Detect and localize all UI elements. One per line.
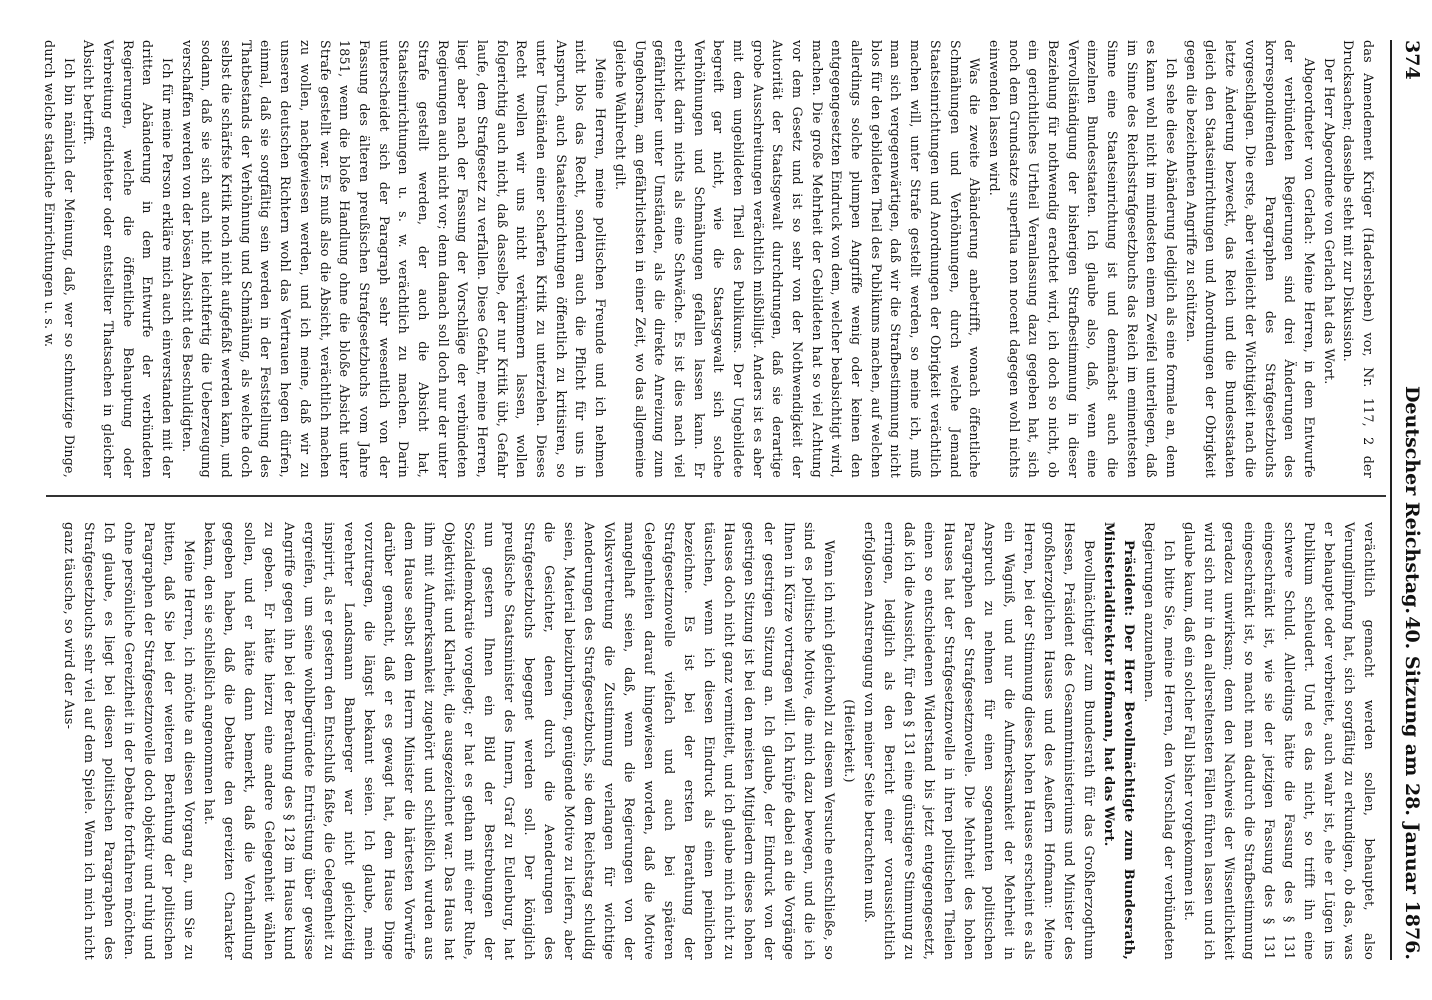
paragraph: Präsident: Der Herr Bevollmächtigte zum Bundesrath, Ministerialdirektor Hofmann, hat das Wort. (1101, 522, 1136, 960)
paragraph: Ich sehe diese Abänderung lediglich als eine formale an, denn es kann wohl nicht im mindesten einem Zweifel unterliegen, daß im Sinne des Reichsstrafgesetzbuchs das Reich im eminentesten Sinne eine Staatseinrichtung ist und demnächst auch die einzelnen Bundesstaaten. Ich glaube also, daß, wenn eine Vervollständigung der bisherigen Strafbestimmung in dieser Beziehung für nothwendig erachtet wird, ich doch so nicht, ob ein gerichtliches Urtheil Veranlassung dazu gegeben hat, sich noch dem Grundsatze superflua non nocent dagegen wohl nichts einwenden lassen wird. (986, 40, 1180, 478)
paragraph: Bevollmächtigter zum Bundesrath für das Großherzogthum Hessen, Präsident des Gesammtministeriums und Minister des großherzoglichen Hauses und des Aeußern Hofmann: Meine Herren, bei der Stimmung dieses hohen Hauses erscheint es als ein Wagniß, und nur die Aufmerksamkeit der Mehrheit in Anspruch zu nehmen für einen sogenannten politischen Paragraphen der Strafgesetznovelle. Die Mehrheit des hohen Hauses hat der Strafgesetznovelle in ihren politischen Theilen einen so entschiedenen Widerstand bis jetzt entgegengesetzt, daß ich die Aussicht, für den § 131 eine günstigere Stimmung zu erringen, lediglich als den Bericht einer voraussichtlich erfolglosen Anstrengung von meiner Seite betrachten muß. (861, 522, 1096, 960)
paragraph: Abgeordneter von Gerlach: Meine Herren, in dem Entwurfe der verbündeten Regierungen sind drei Änderungen des korrespondirenden Paragraphen des Strafgesetzbuchs vorgeschlagen. Die erste, aber vielleicht der Wichtigkeit nach die letzte Änderung bezweckt, das Reich und die Bundesstaaten gleich den Staatseinrichtungen und Anordnungen der Obrigkeit gegen die bezeichneten Angriffe zu schützen. (1183, 40, 1317, 478)
paragraph: (Heiterkeit.) (841, 699, 856, 783)
paragraph: Meine Herren, meine politischen Freunde und ich nehmen nicht blos das Recht, sondern auch die Pflicht für uns in Anspruch, auch Staatseinrichtungen öffentlich zu kritisiren, so unter Umständen einer scharfen Kritik zu unterziehen. Dieses Recht wollen wir uns nicht verkümmern lassen, wollen folgerichtig auch nicht, daß dasselbe, der nur Kritik übt, Gefahr laufe, dem Strafgesetz zu verfallen. Diese Gefahr, meine Herren, liegt aber nach der Fassung der Vorschläge der verbündeten Regierungen auch nicht vor; denn danach soll doch nur der unter Strafe gestellt werden, der auch die Absicht hat, Staatseinrichtungen u. s. w. verächtlich zu machen. Darin unterscheidet sich der Paragraph sehr wesentlich von der Fassung des älteren preußischen Strafgesetzbuchs vom Jahre 1851, wenn die bloße Handlung ohne die bloße Absicht unter Strafe gestellt war. Es muß also die Absicht, verächtlich machen zu wollen, nachgewiesen werden, und ich meine, daß wir zu unseren deutschen Richtern wohl das Vertrauen hegen dürfen, einmal, daß sie sorgfältig sein werden in der Feststellung des Thatbestands der Verhöhnung und Schmähung, als welche doch selbst die schärfste Kritik noch nicht aufgefaßt werden kann, und sodann, daß sie sich auch nicht leichtfertig die Ueberzeugung verschaffen werden von der bösen Absicht des Beschuldigten. (179, 40, 609, 478)
paragraph: Ich bin nämlich der Meinung, daß, wer so schmutzige Dinge, durch welche staatliche Einrichtungen u. s. w. (41, 40, 77, 478)
paragraph: Wenn ich mich gleichwohl zu diesem Versuche entschließe, so sind es politische Motive, die mich dazu bewegen, und die ich Ihnen in Kürze vortragen will. Ich knüpfe dabei an die Vorgänge der gestrigen Sitzung an. Ich glaube, der Eindruck von der gestrigen Sitzung ist bei den meisten Mitgliedern dieses hohen Hauses doch nicht ganz vermittelt, und ich glaube mich nicht zu täuschen, wenn ich diesen Eindruck als einen peinlichen bezeichne. Es ist bei der ersten Berathung der Strafgesetznovelle vielfach und auch bei späteren Gelegenheiten darauf hingewiesen worden, daß die Motive mangelhaft seien, daß, wenn die Regierungen von der Volksvertretung die Zustimmung verlangen für wichtige Aenderungen des Strafgesetzbuchs, sie dem Reichstag schuldig seien, Material beizubringen, genügende Motive zu liefern, aber die Gesichter, denen durch die Aenderungen des Strafgesetzbuchs begegnet werden soll. Der königlich preußische Staatsminister des Innern, Graf zu Eulenburg, hat nun gestern Ihnen ein Bild der Bestrebungen der Sozialdemokratie vorgelegt; er hat es gethan mit einer Ruhe, Objektivität und Klarheit, die ausgezeichnet war. Das Haus hat ihm mit Aufmerksamkeit zugehört und schließlich wurden aus dem Hause selbst dem Herrn Minister die härtesten Vorwürfe darüber gemacht, daß er es gewagt hat, dem Hause Dinge vorzutragen, die längst bekannt seien. Ich glaube, mein verehrter Landsmann Bamberger war nicht gleichzeitig inspirirt, als er gestern den Entschluß faßte, die Gelegenheit zu ergreifen, um seine wohlbegründete Entrüstung über gewisse Angriffe gegen ihn bei der Berathung des § 128 im Hause kund zu geben. Er hätte hierzu eine andere Gelegenheit wählen sollen, und er hätte dann bemerkt, daß die Verhandlung gegeben haben, daß die Debatte den gereizten Charakter bekam, den sie schließlich angenommen hat. (201, 522, 836, 960)
paragraph: Ich bitte Sie, meine Herren, den Vorschlag der verbündeten Regierungen anzunehmen. (1141, 522, 1176, 960)
header-rule (1390, 40, 1392, 960)
page-number: 374 (1401, 40, 1423, 80)
column-separator (46, 495, 1386, 497)
paragraph: Meine Herren, ich möchte an diesen Vorgang an, um Sie zu bitten, daß Sie bei der weiteren Berathung der politischen Paragraphen der Strafgesetznovelle doch objektiv und ruhig und ohne persönliche Gereiztheit in der Debatte fortfahren möchten. Ich glaube, es liegt bei diesen politischen Paragraphen des Strafgesetzbuchs sehr viel auf dem Spiele. Wenn ich mich nicht ganz täusche, so wird der Aus- (61, 522, 196, 960)
right-column (58, 522, 1378, 960)
paragraph: Was die zweite Abänderung anbetrifft, wonach öffentliche Schmähungen und Verhöhnungen, durch welche Jemand Staatseinrichtungen und Anordnungen der Obrigkeit verächtlich machen will, unter Strafe gestellt werden, so meine ich, muß man sich vergegenwärtigen, daß wir die Strafbestimmung nicht blos für den gebildeten Theil des Publikums machen, auf welchen allerdings solche plumpen Angriffe wenig oder keinen den entgegengesetzten Eindruck von dem, welcher beabsichtigt wird, machen. Die große Mehrheit der Gebildeten hat so viel Achtung vor dem Gesetz und ist so sehr von der Nothwendigkeit der Autorität der Staatsgewalt durchdrungen, daß sie derartige grobe Ausschreitungen verächtlich mißbilligt. Anders ist es aber mit dem ungebildeten Theil des Publikums. Der Ungebildete begreift gar nicht, wie die Staatsgewalt sich solche Verhöhnungen und Schmähungen gefallen lassen kann. Er erblickt darin nichts als eine Schwäche. Es ist dies nach viel gefährlicher unter Umständen, als die direkte Anreizung zum Ungehorsam, am gefährlichsten in einer Zeit, wo das allgemeine gleiche Wahlrecht gilt. (612, 40, 983, 478)
publication-title: Deutscher Reichstag. (1401, 385, 1423, 615)
paragraph: das Amendement Krüger (Hadersleben) vor, Nr. 117, 2 der Drucksachen; dasselbe steht mit zur Diskussion. (1341, 40, 1376, 478)
paragraph: Ich für meine Person erkläre mich auch einverstanden mit der dritten Abänderung in dem Entwurfe der verbündeten Regierungen, welche die öffentliche Behauptung oder Verbreitung erdichteter oder entstellter Thatsachen in gleicher Absicht betrifft. (81, 40, 176, 478)
left-column (39, 40, 1378, 478)
session-date: 40. Sitzung am 28. Januar 1876. (1401, 616, 1423, 960)
paragraph: Der Herr Abgeordnete von Gerlach hat das Wort. (1321, 58, 1337, 385)
page-header (1392, 40, 1432, 960)
paragraph: verächtlich gemacht werden sollen, behauptet, also Verunglimpfung hat, sich sorgfältig zu erkundigen, ob das, was er behauptet oder verbreitet, auch wahr ist, ehe er Lügen ins Publikum schleudert. Und es das nicht, so trifft ihn eine schwere Schuld. Allerdings hätte die Fassung des § 131 eingeschränkt ist, wie sie der jetzigen Fassung des § 131 eingeschränkt ist, so macht man dadurch die Strafbestimmung geradezu unwirksam; denn den Nachweis der Wissentlichkeit wird sich nur in den allerseltensten Fällen führen lassen und ich glaube kaum, daß ein solcher Fall bisher vorgekommen ist. (1181, 522, 1376, 960)
